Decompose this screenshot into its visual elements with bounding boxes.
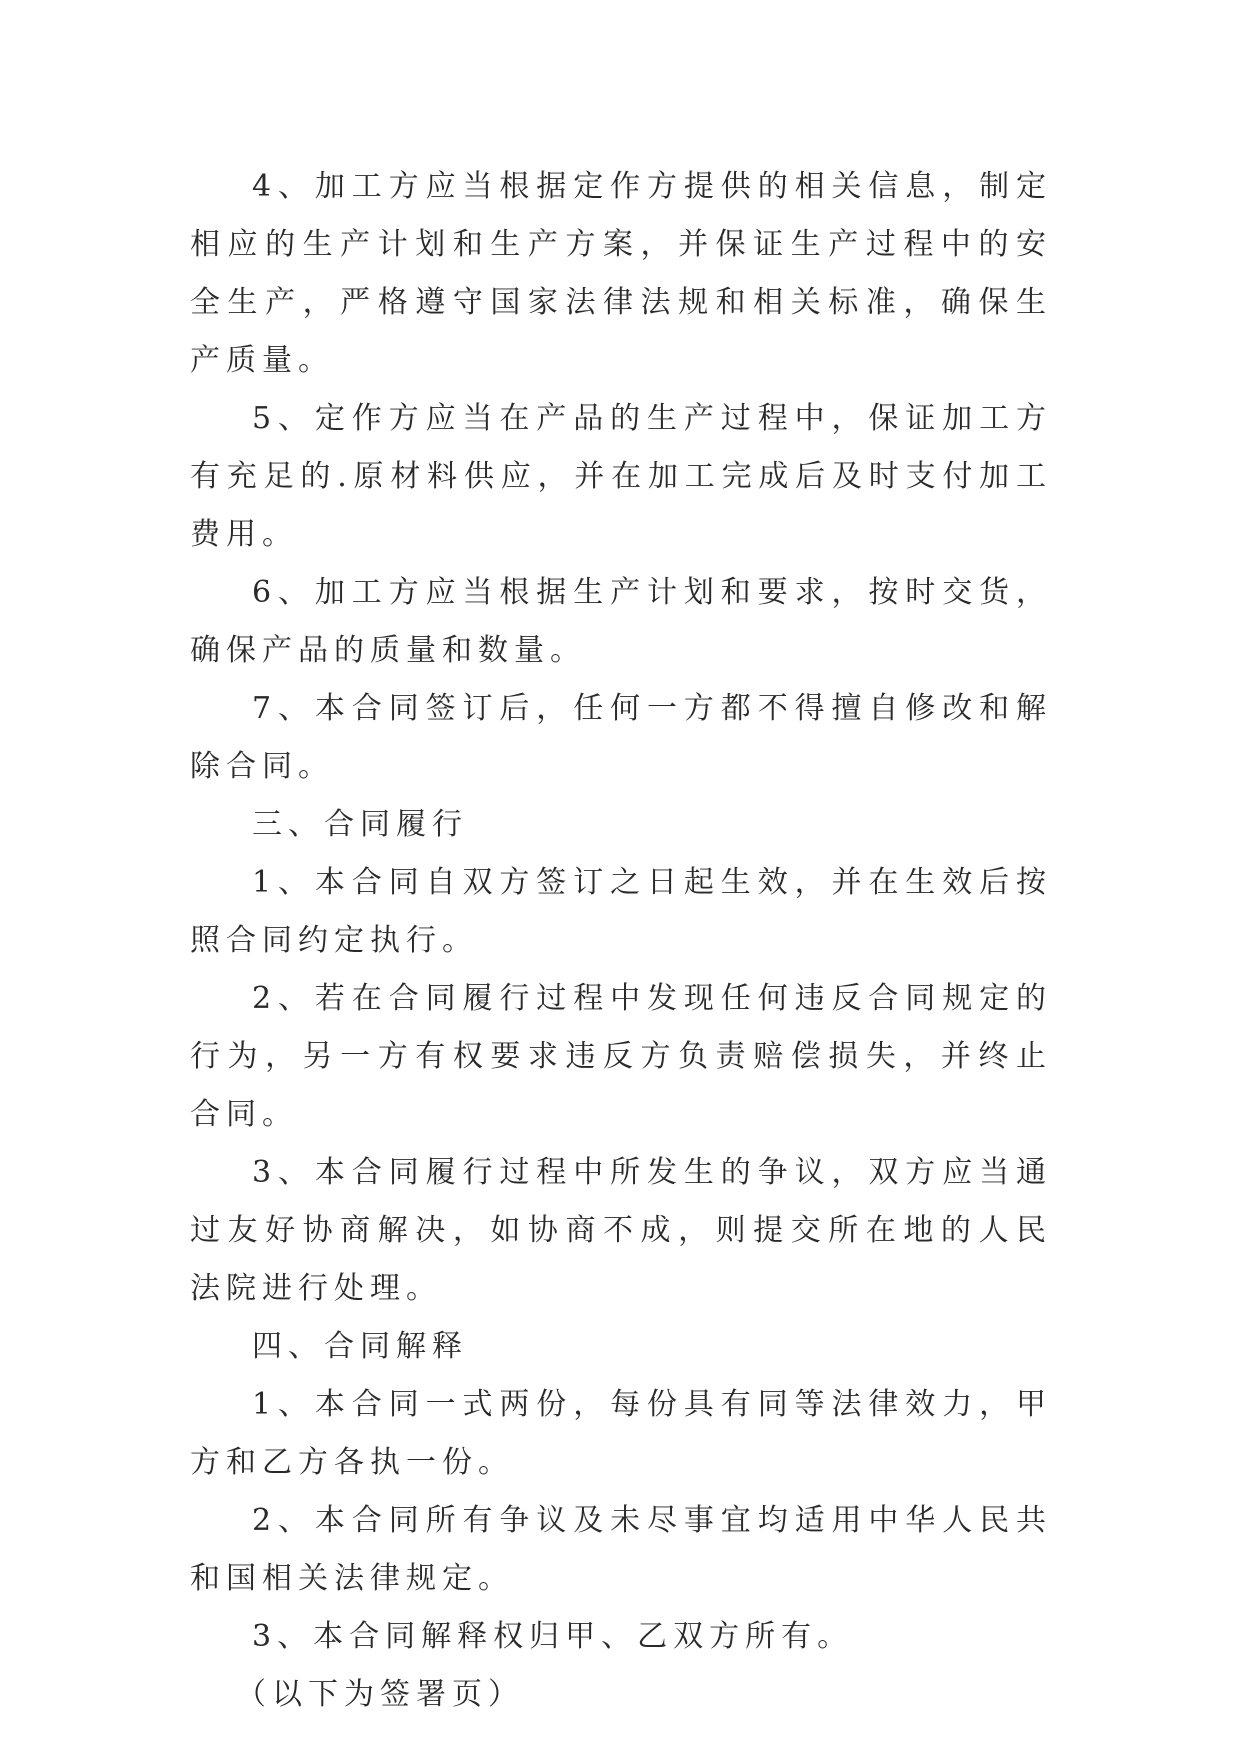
clause-2-6: 6、加工方应当根据生产计划和要求，按时交货，确保产品的质量和数量。 xyxy=(190,575,1052,668)
section-3-heading: 三、合同履行 xyxy=(252,807,468,842)
clause-3-3: 3、本合同履行过程中所发生的争议，双方应当通过友好协商解决，如协商不成，则提交所在地的人民法院进行处理。 xyxy=(190,1155,1052,1306)
section-4-heading: 四、合同解释 xyxy=(252,1329,468,1364)
document-body xyxy=(190,158,1052,1724)
signature-page-note: （以下为签署页） xyxy=(236,1677,524,1712)
clause-2-4: 4、加工方应当根据定作方提供的相关信息，制定相应的生产计划和生产方案，并保证生产过程中的安全生产，严格遵守国家法律法规和相关标准，确保生产质量。 xyxy=(190,169,1052,378)
clause-2-5: 5、定作方应当在产品的生产过程中，保证加工方有充足的.原材料供应，并在加工完成后及时支付加工费用。 xyxy=(190,401,1052,552)
clause-3-1: 1、本合同自双方签订之日起生效，并在生效后按照合同约定执行。 xyxy=(190,865,1052,958)
clause-4-3: 3、本合同解释权归甲、乙双方所有。 xyxy=(252,1619,854,1654)
clause-2-7: 7、本合同签订后，任何一方都不得擅自修改和解除合同。 xyxy=(190,691,1052,784)
clause-4-2: 2、本合同所有争议及未尽事宜均适用中华人民共和国相关法律规定。 xyxy=(190,1503,1052,1596)
clause-3-2: 2、若在合同履行过程中发现任何违反合同规定的行为，另一方有权要求违反方负责赔偿损失，并终止合同。 xyxy=(190,981,1052,1132)
clause-4-1: 1、本合同一式两份，每份具有同等法律效力，甲方和乙方各执一份。 xyxy=(190,1387,1052,1480)
